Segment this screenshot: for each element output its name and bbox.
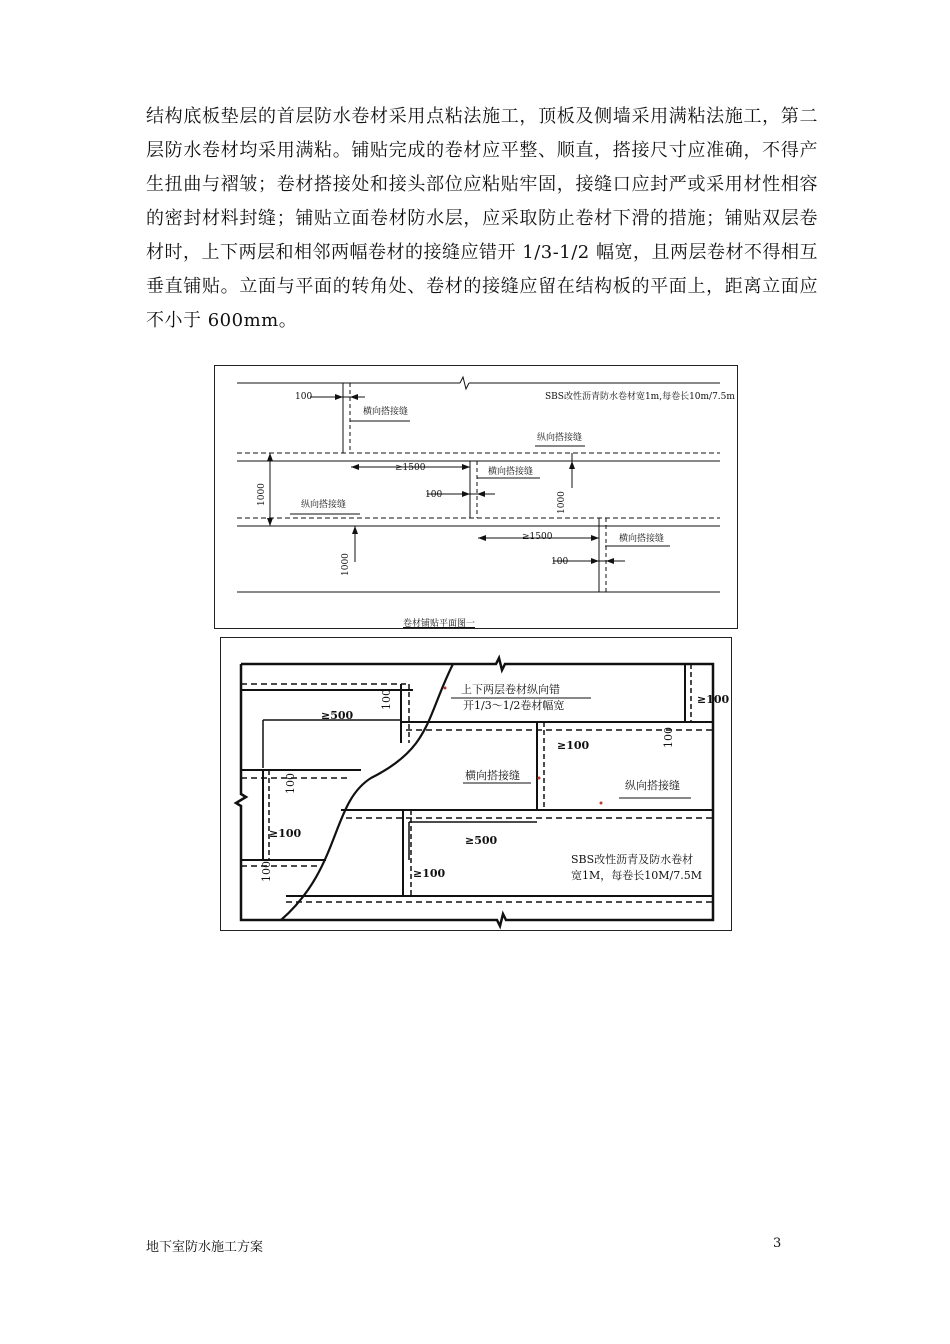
page-number: 3 (773, 1236, 782, 1251)
figure1-caption: 卷材铺贴平面图一 (403, 619, 476, 629)
figure1-transverse-seam-b: 横向搭接缝 (488, 467, 534, 477)
figure1-dim-100-b: 100 (425, 490, 443, 500)
figure1-drawing (215, 366, 737, 628)
figure2-dim-100-vert-a: 100 (380, 689, 393, 710)
figure2-dim-100-vert-b: 100 (284, 773, 297, 794)
figure1-dim-1500-a: ≥1500 (395, 463, 426, 473)
figure2-transverse-seam: 横向搭接缝 (465, 769, 520, 782)
figure1-dim-100-a: 100 (295, 392, 313, 402)
figure1-dim-1500-b: ≥1500 (522, 532, 553, 542)
footer-title: 地下室防水施工方案 (146, 1240, 264, 1255)
figure2-dim-500-b: ≥500 (465, 834, 498, 847)
figure2-note-sbs-2: 宽1M，每卷长10M/7.5M (571, 869, 702, 882)
figure1-dim-vertical-a: 1000 (257, 483, 267, 506)
figure2-note-stagger-2: 开1/3～1/2卷材幅宽 (463, 699, 565, 712)
figure1-transverse-seam-a: 横向搭接缝 (363, 407, 409, 417)
figure1-dim-vertical-c: 1000 (341, 553, 351, 576)
body-paragraph: 结构底板垫层的首层防水卷材采用点粘法施工，顶板及侧墙采用满粘法施工，第二层防水卷材均采用满粘。铺贴完成的卷材应平整、顺直，搭接尺寸应准确，不得产生扭曲与褶皱；卷材搭接处和接头部位应粘贴牢固，接缝口应封严或采用材性相容的密封材料封缝；铺贴立面卷材防水层，应采取防止卷材下滑的措施；铺贴双层卷材时，上下两层和相邻两幅卷材的接缝应错开 1/3-1/2 幅宽，且两层卷材不得相互垂直铺贴。立面与平面的转角处、卷材的接缝应留在结构板的平面上，距离立面应不小于 600mm。 (146, 106, 818, 331)
figure2-dim-100-d: ≥100 (413, 867, 446, 880)
figure2-dim-100-a: ≥100 (697, 693, 730, 706)
figure-plan-layout-1 (214, 365, 738, 629)
figure1-dim-vertical-b: 1000 (557, 491, 567, 514)
figure-plan-layout-2 (220, 637, 732, 931)
figure1-longitudinal-seam-b: 纵向搭接缝 (301, 500, 347, 510)
figure2-dim-100-vert-c: 100 (260, 861, 273, 882)
figure2-dim-500-a: ≥500 (321, 709, 354, 722)
figure1-longitudinal-seam-a: 纵向搭接缝 (537, 433, 583, 443)
figure2-dim-100-c: ≥100 (269, 827, 302, 840)
figure1-dim-100-c: 100 (551, 557, 569, 567)
figure2-longitudinal-seam: 纵向搭接缝 (625, 779, 680, 792)
figure1-note: SBS改性沥青防水卷材宽1m,每卷长10m/7.5m (545, 392, 735, 402)
figure2-dim-100-b: ≥100 (557, 739, 590, 752)
figure2-note-stagger-1: 上下两层卷材纵向错 (461, 683, 560, 696)
figure1-transverse-seam-c: 横向搭接缝 (619, 534, 665, 544)
figure2-note-sbs-1: SBS改性沥青及防水卷材 (571, 853, 694, 866)
figure2-dim-100-vert-d: 100 (662, 727, 675, 748)
